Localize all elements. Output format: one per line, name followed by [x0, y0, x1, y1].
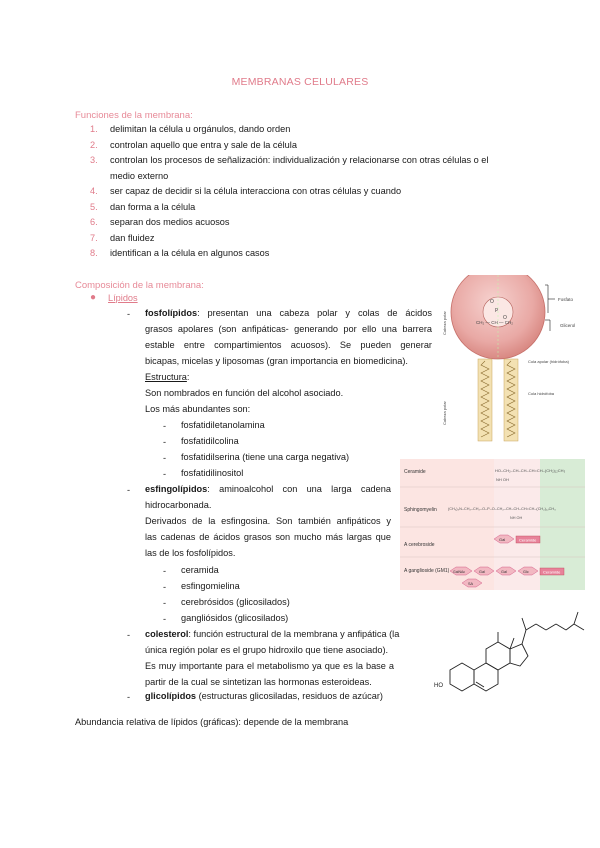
svg-text:Gal: Gal: [501, 570, 507, 574]
ceramide-block: Ceramide: [519, 537, 537, 543]
sub-list-item: esfingomielina: [181, 581, 240, 591]
esfingolipidos-line: Derivados de la esfingosina. Son también anfipáticos y: [145, 516, 391, 526]
fosfolipidos-line: grasos apolares (son anfipáticas- generando por ello una barrera: [145, 324, 432, 334]
functions-heading: Funciones de la membrana:: [75, 110, 193, 121]
fosfolipidos-line: estable entre compartimientos acuosos). Se pueden generar: [145, 340, 432, 350]
footer-text: Abundancia relativa de lípidos (gráficas): depende de la membrana: [75, 717, 349, 727]
label-glicerol: Glicerol: [560, 323, 576, 328]
fosfolipidos-line: bicapas, micelas y liposomas (gran importancia en biomedicina).: [145, 356, 408, 366]
phospholipid-figure: [440, 275, 590, 445]
colesterol-line: única región polar es el grupo hidroxilo que tiene asociado).: [145, 645, 389, 655]
svg-text:GalNAc: GalNAc: [453, 570, 466, 574]
svg-text:P: P: [495, 308, 499, 314]
svg-text:NH OH: NH OH: [510, 516, 523, 520]
row-label: A ganglioside (GM1): [404, 568, 450, 574]
sub-list-item: gangliósidos (glicosilados): [181, 613, 289, 623]
svg-text:HO–CH₂–CH–CH–CH=CH–(CH₂)₁₂CH₃: HO–CH₂–CH–CH–CH=CH–(CH₂)₁₂CH₃: [495, 468, 566, 473]
sugar-label: Gal: [499, 537, 506, 542]
label-cola-hidrofoba: Cola hidrófoba: [528, 391, 555, 396]
sub-list-item: ceramida: [181, 565, 219, 575]
lipidos-label: Lípidos: [108, 293, 138, 303]
svg-text:Gal: Gal: [479, 570, 485, 574]
row-label: Ceramide: [404, 469, 426, 475]
sub-list-item: fosfatidiletanolamina: [181, 420, 265, 430]
label-cabeza-2: Cabeza polar: [442, 401, 447, 425]
sphingolipid-figure: [400, 459, 585, 590]
svg-text:Ceramide: Ceramide: [543, 569, 561, 575]
hydroxyl-label: HO: [434, 683, 443, 689]
bullet-icon: ●: [90, 292, 97, 303]
esfingolipidos-line: las de los fosfolípidos.: [145, 548, 236, 558]
sub-list-item: fosfatidilcolina: [181, 436, 239, 446]
cholesterol-figure: [430, 600, 590, 700]
esfingolipidos-line: las cadenas de ácidos grasos son mucho más largas que: [145, 532, 391, 542]
row-label: A cerebroside: [404, 542, 435, 548]
estructura-line: Estructura:: [145, 372, 190, 382]
composition-heading: Composición de la membrana:: [75, 280, 204, 291]
glicolipidos-line: glicolípidos (estructuras glicosiladas, residuos de azúcar): [145, 691, 383, 701]
svg-text:NH OH: NH OH: [496, 477, 509, 482]
fosfolipidos-line: Son nombrados en función del alcohol asociado.: [145, 388, 344, 398]
label-cabeza: Cabeza polar: [442, 311, 447, 335]
page-title: MEMBRANAS CELULARES: [231, 76, 369, 88]
sub-list-item: fosfatidilserina (tiene una carga negativa): [181, 452, 350, 462]
dash-marker: -: [127, 309, 131, 319]
colesterol-line: partir de la cual se sintetizan las hormonas esteroideas.: [145, 677, 372, 687]
sub-list-item: cerebrósidos (glicosilados): [181, 597, 290, 607]
svg-text:(CH₃)₃N–CH₂–CH₂–O–P–O–CH₂–CH–C: (CH₃)₃N–CH₂–CH₂–O–P–O–CH₂–CH–CH–CH=CH–(CH₂)₁₂CH₃: [448, 507, 556, 511]
svg-text:Glc: Glc: [523, 570, 529, 574]
esfingolipidos-line: hidrocarbonada.: [145, 500, 212, 510]
dash-marker: -: [127, 630, 131, 640]
colesterol-line: Es muy importante para el metabolismo ya que es la base a: [145, 661, 394, 671]
sub-list-item: fosfatidilinositol: [181, 468, 244, 478]
svg-text:SA: SA: [468, 582, 474, 586]
dash-marker: -: [127, 485, 131, 495]
colesterol-line: colesterol: función estructural de la membrana y anfipática (la: [145, 629, 400, 639]
document-page: MEMBRANAS CELULARES Funciones de la membrana: 1. delimitan la célula u orgánulos, dando orden 2. controlan aquello que entra y sale de la célula 3. controlan los procesos de señalización: individualización y relacionarse con otras células o el medio externo 4. ser capaz de decidir si la célula interacciona con otras células y cuando 5. dan forma a la célula 6. separan dos medios acuosos 7. dan fluidez 8. identifican a la célula en algunos casos Composición de la membrana: ● Lípidos - fosfolípidos: presentan una cabeza polar y colas de ácidos grasos apolares (son anfipáticas- generando por ello una barrera estable entre compartimientos acuosos). Se pueden generar bicapas, micelas y liposomas (gran importancia en biomedicina). Estructura: Son nombrados en función del alcohol asociado. Los más abundantes son: - fosfatidiletanolamina - fosfatidilcolina - fosfatidilserina (tiene una carga negativa) - fosfatidilinositol - esfingolípidos: aminoalcohol con una larga cadena hidrocarbonada. Derivados de la esfingosina. Son también anfipáticos y las cadenas de ácidos grasos son mucho más largas que las de los fosfolípidos. - ceramida - esfingomielina - cerebrósidos (glicosilados) - gangliósidos (glicosilados) - colesterol: función estructural de la membrana y anfipática (la única región polar es el grupo hidroxilo que tiene asociado). Es muy importante para el metabolismo ya que es la base a partir de la cual se sintetizan las hormonas esteroideas. - glicolípidos (estructuras glicosiladas, residuos de azúcar) Abundancia relativa de lípidos (gráficas): depende de la membrana O P O CH₂ — CH — CH₂ Fosfato Glicerol Cola apolar (hidrófoba) Cola hidrófoba Cabeza polar Cabeza polar Ceramide Sphingomyelin A cerebroside A ganglioside (GM1) HO–CH₂–CH–CH–CH=CH–(CH₂)₁₂CH₃ NH OH (CH₃)₃N–CH₂–CH₂–O–P–O–CH₂–CH–CH–CH=CH–(CH₂)₁₂CH₃ NH OH Gal Ceramide GalNAc Gal Gal Glc Ceramide SA HO: [0, 0, 600, 848]
dash-marker: -: [127, 692, 131, 702]
label-fosfato: Fosfato: [558, 297, 574, 302]
esfingolipidos-line: esfingolípidos: aminoalcohol con una larga cadena: [145, 484, 391, 494]
svg-text:O: O: [490, 299, 494, 305]
fosfolipidos-line: Los más abundantes son:: [145, 404, 251, 414]
row-label: Sphingomyelin: [404, 507, 437, 513]
fosfolipidos-line: fosfolípidos: presentan una cabeza polar y colas de ácidos: [145, 308, 432, 318]
label-cola: Cola apolar (hidrófoba): [528, 359, 569, 364]
svg-text:O: O: [503, 315, 507, 321]
svg-text:CH₂ — CH — CH₂: CH₂ — CH — CH₂: [476, 320, 513, 325]
